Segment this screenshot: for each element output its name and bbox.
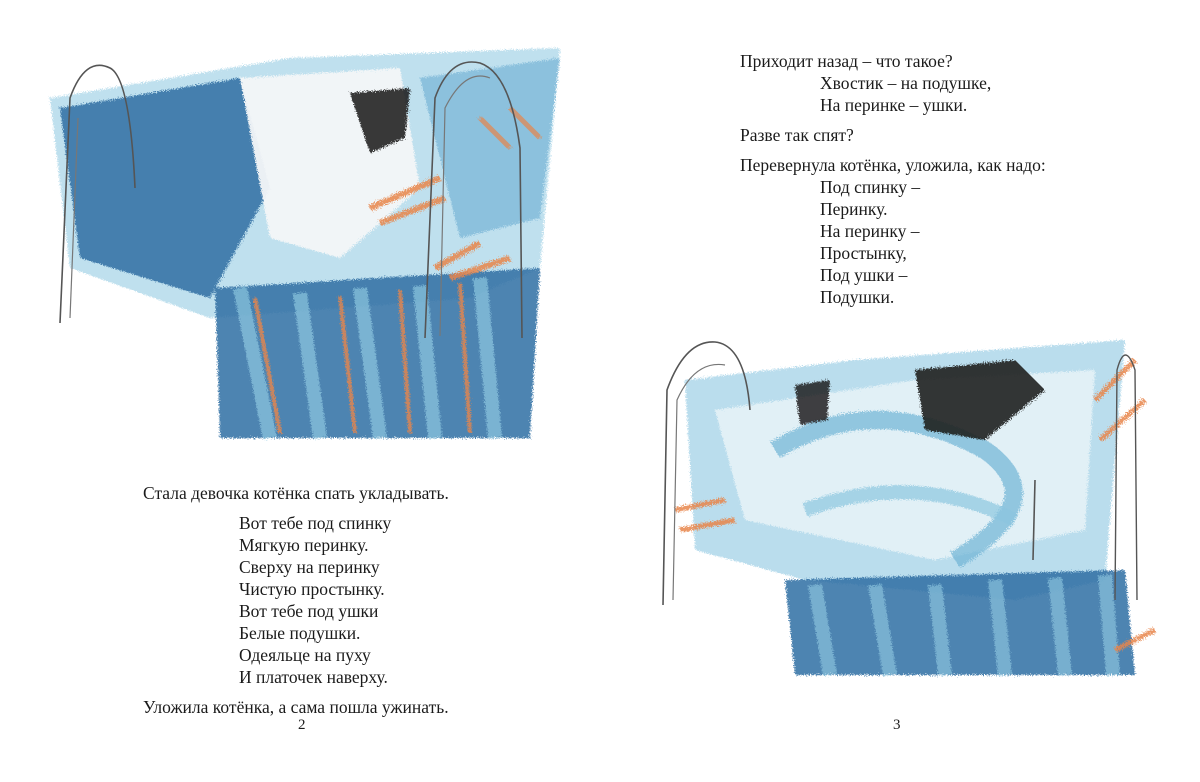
- verse-line: Под спинку –: [820, 177, 921, 197]
- verse-line: Белые подушки.: [239, 623, 361, 643]
- verse-line: Под ушки –: [820, 265, 908, 285]
- right-page: [600, 0, 1200, 782]
- bed-kitten-illustration-right: [655, 330, 1175, 695]
- stanza-open: Стала девочка котёнка спать укладывать.: [143, 483, 449, 503]
- verse-block: [740, 176, 1046, 308]
- verse-line: И платочек наверху.: [239, 667, 388, 687]
- verse-line: Одеяльце на пуху: [239, 645, 371, 665]
- verse-line: Хвостик – на подушке,: [820, 73, 992, 93]
- verse-line: Вот тебе под ушки: [239, 601, 379, 621]
- verse-line: Сверху на перинку: [239, 557, 380, 577]
- verse-line: На перинке – ушки.: [820, 95, 968, 115]
- left-text: [143, 482, 449, 718]
- poem-line: Перевернула котёнка, уложила, как надо:: [740, 155, 1046, 175]
- page-number: 2: [298, 717, 306, 733]
- verse-line: Вот тебе под спинку: [239, 513, 392, 533]
- poem-line: Разве так спят?: [740, 125, 854, 145]
- verse-line: Подушки.: [820, 287, 895, 307]
- bed-kitten-illustration-left: [40, 38, 570, 443]
- right-text: [740, 50, 1046, 308]
- poem-line: Приходит назад – что такое?: [740, 51, 953, 71]
- verse-line: Чистую простынку.: [239, 579, 385, 599]
- stanza-close: Уложила котёнка, а сама пошла ужинать.: [143, 697, 449, 717]
- verse-block: [740, 72, 1046, 116]
- verse-line: Перинку.: [820, 199, 888, 219]
- verse-line: На перинку –: [820, 221, 920, 241]
- verse-line: Простынку,: [820, 243, 907, 263]
- page-number: 3: [893, 717, 901, 733]
- verse-line: Мягкую перинку.: [239, 535, 369, 555]
- verse-block: [143, 512, 449, 688]
